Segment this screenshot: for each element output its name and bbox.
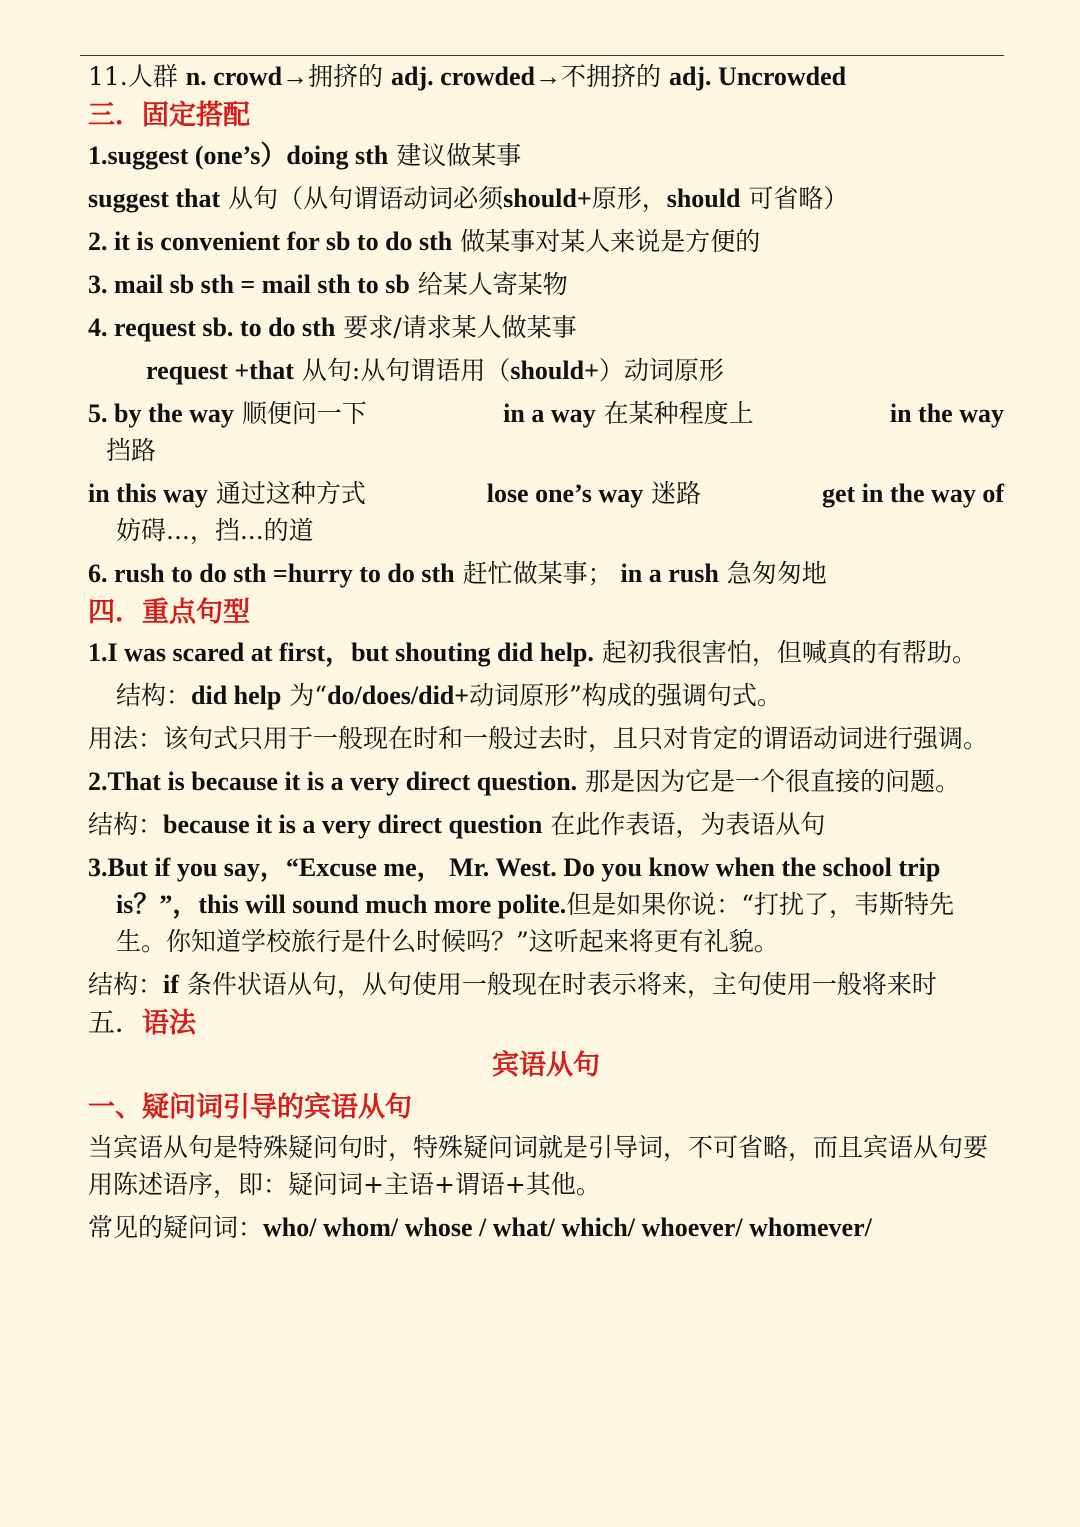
sentence-1-usage: 用法：该句式只用于一般现在时和一般过去时，且只对肯定的谓语动词进行强调。 [88,724,989,753]
text: 11.人群 [88,62,178,91]
section-heading-5 [88,1003,1004,1045]
document-body [88,58,1004,1246]
term: request +that [146,356,294,385]
term: who/ whom/ whose / what/ which/ whoever/ whomever/ [263,1213,872,1242]
text: 可省略） [748,184,849,213]
term: 1.I was scared at first，but shouting did help. [88,638,594,667]
text: 原形， [591,184,667,213]
phrase-pair [503,395,753,432]
term: 3.But if you say，“Excuse me， Mr. West. Do you know when the school trip is？”，this will sound much more polite. [88,853,941,919]
phrase-line-3 [88,266,1004,303]
text: 但是如果你说：“打扰了，韦斯特先生。你知道学校旅行是什么时候吗？”这听起来将更有礼貌。 [116,890,955,956]
phrase-line-1b [88,180,1004,217]
term: adj. crowded→ [391,62,561,91]
text: 在某种程度上 [603,399,754,428]
term: in the way [889,399,1004,428]
term: 6. rush to do sth =hurry to do sth [88,559,455,588]
phrase-line-6 [88,555,1004,592]
section-heading-4: 四．重点句型 [88,597,250,628]
sentence-1 [88,634,1004,671]
term: 3. mail sb sth = mail sth to sb [88,270,410,299]
phrase-line-4b [88,352,1004,389]
phrase-row [88,475,1004,512]
text: 急匆匆地 [726,559,827,588]
grammar-explanation: 当宾语从句是特殊疑问句时，特殊疑问词就是引导词，不可省略，而且宾语从句要用陈述语序，即：疑问词+主语+谓语+其他。 [88,1133,989,1199]
term: in a way [503,399,596,428]
phrase-line-5b [88,475,1004,549]
term: n. crowd→ [185,62,309,91]
term: in a rush [620,559,719,588]
text: 通过这种方式 [215,479,366,508]
term: do/does/did+ [327,681,470,710]
phrase-pair [88,395,367,432]
term: because it is a very direct question [163,810,543,839]
sentence-3-structure [88,966,1004,1003]
sentence-1-structure [88,677,1004,714]
phrase-pair [88,475,366,512]
section-heading-3: 三．固定搭配 [88,100,250,131]
text: 挡路 [106,436,157,465]
text: 要求/请求某人做某事 [343,313,577,342]
text: 结构： [88,810,164,839]
term: did help [191,681,282,710]
sentence-2-structure [88,806,1004,843]
phrase-line-4 [88,309,1004,346]
term: 1.suggest (one’s）doing sth [88,141,389,170]
term: 5. by the way [88,399,234,428]
text: 结构： [116,681,192,710]
text: 从句（从句谓语动词必须 [228,184,504,213]
phrase-pair [487,475,701,512]
phrase-line-5 [88,395,1004,469]
term: 2. it is convenient for sb to do sth [88,227,453,256]
term: should+ [503,184,592,213]
term: if [163,970,179,999]
text: 动词原形”构成的强调句式。 [469,681,782,710]
text: 语法 [142,1008,196,1039]
text: 结构： [88,970,164,999]
term: should+ [510,356,599,385]
term: suggest that [88,184,221,213]
phrase-row [88,395,1004,432]
term: get in the way of [822,479,1004,508]
text: 不拥挤的 [560,62,661,91]
term: adj. Uncrowded [668,62,847,91]
term: 2.That is because it is a very direct question. [88,767,578,796]
term: in this way [88,479,208,508]
subsection-heading-1: 一、疑问词引导的宾语从句 [88,1092,412,1123]
top-rule [80,55,1004,56]
text: 从句:从句谓语用（ [301,356,511,385]
text: 拥挤的 [308,62,384,91]
question-words-line [88,1209,1004,1246]
phrase-line-2 [88,223,1004,260]
vocab-line-11 [88,58,1004,95]
sentence-3 [88,849,1004,960]
text: 做某事对某人来说是方便的 [460,227,761,256]
text: 给某人寄某物 [417,270,568,299]
text: 常见的疑问词： [88,1213,264,1242]
grammar-title: 宾语从句 [492,1050,600,1081]
text: 为“ [289,681,328,710]
text: 妨碍...，挡...的道 [116,516,314,545]
text: 迷路 [651,479,702,508]
text: 赶忙做某事； [462,559,613,588]
term: 4. request sb. to do sth [88,313,336,342]
phrase-line-1 [88,137,1004,174]
text: 起初我很害怕，但喊真的有帮助。 [601,638,977,667]
term: lose one’s way [486,479,644,508]
text: 那是因为它是一个很直接的问题。 [585,767,961,796]
text: 五． [88,1008,142,1039]
text: 条件状语从句，从句使用一般现在时表示将来，主句使用一般将来时 [186,970,937,999]
text: 建议做某事 [396,141,522,170]
term: should [666,184,741,213]
text: 在此作表语，为表语从句 [550,810,826,839]
text: 顺便问一下 [241,399,367,428]
sentence-2 [88,763,1004,800]
text: ）动词原形 [598,356,724,385]
